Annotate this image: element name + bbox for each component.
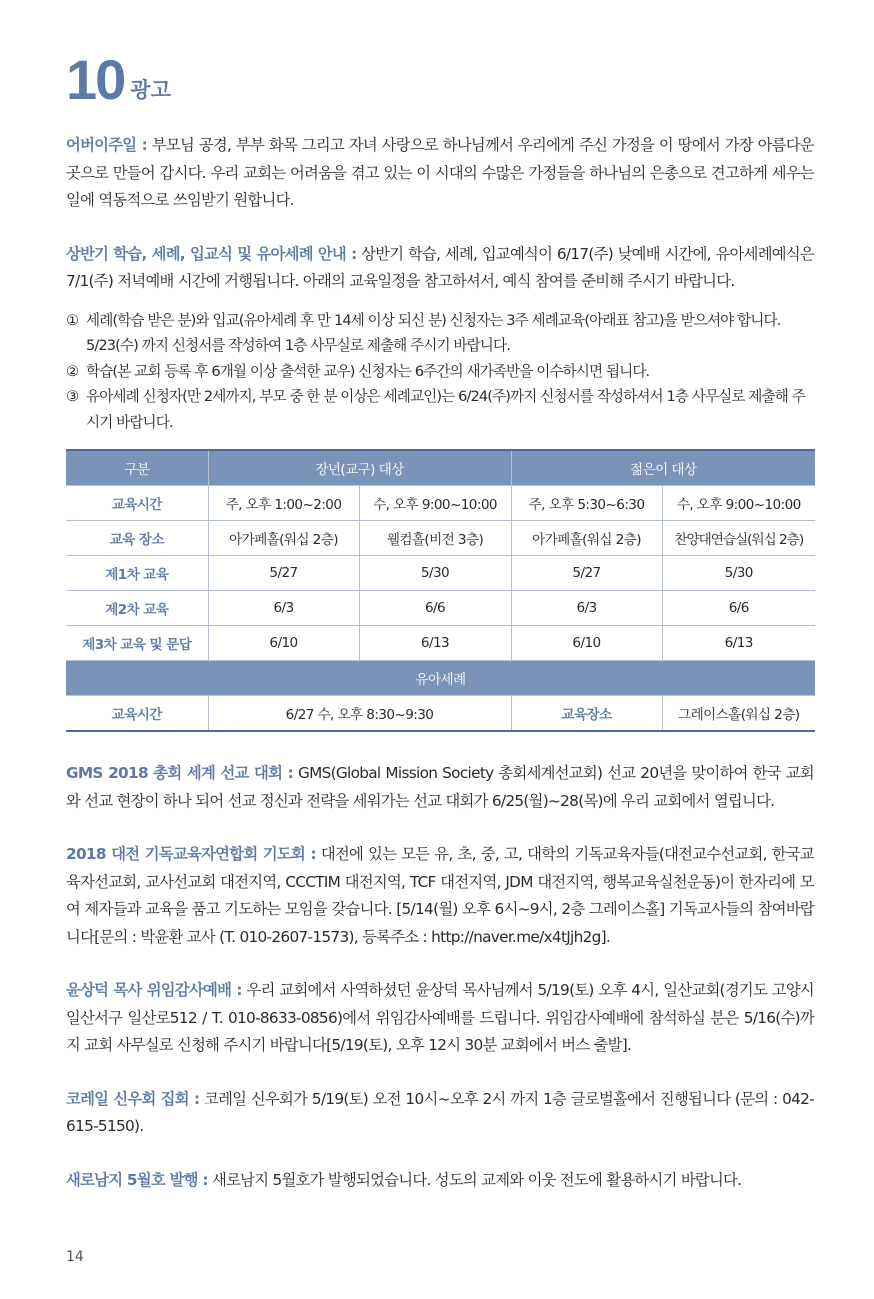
ad-installation-service: [66, 977, 814, 1060]
ad-body: 새로남지 5월호가 발행되었습니다. 성도의 교제와 이웃 전도에 활용하시기 바랍니다.: [207, 1170, 742, 1189]
note-item: [66, 384, 814, 435]
table-cell: 6/10: [511, 626, 662, 661]
header-category: 구분: [66, 450, 208, 486]
row-label: 제1차 교육: [66, 556, 208, 591]
ad-body: 우리 교회에서 사역하셨던 윤상덕 목사님께서 5/19(토) 오후 4시, 일산교회(경기도 고양시 일산서구 일산로512 / T. 010-8633-0856)에서 위임감사예배를 드립니다. 위임감사예배에 참석하실 분은 5/16(수)까지 교회 사무실로 신청해 주시기 바랍니다[5/19(토), 오후 12시 30분 교회에서 버스 출발].: [66, 981, 814, 1054]
table-cell: 6/13: [359, 626, 511, 661]
ad-title: 어버이주일 :: [66, 136, 148, 154]
baptism-notes: [66, 308, 814, 436]
ad-body: 부모님 공경, 부부 화목 그리고 자녀 사랑으로 하나님께서 우리에게 주신 가정을 이 땅에서 가장 아름다운 곳으로 만들어 갑시다. 우리 교회는 어려움을 겪고 있는 이 시대의 수많은 가정들을 하나님의 은총으로 견고하게 세우는 일에 역동적으로 쓰임받기 원합니다.: [66, 136, 814, 209]
page-number: 14: [66, 1249, 84, 1265]
header-youth: 젊은이 대상: [511, 450, 815, 486]
section-header: [66, 48, 171, 111]
note-text: 세례(학습 받은 분)와 입교(유아세례 후 만 14세 이상 되신 분) 신청자는 3주 세례교육(아래표 참고)을 받으셔야 합니다. 5/23(수) 까지 신청서를 작성하여 1층 사무실로 제출해 주시기 바랍니다.: [86, 311, 781, 354]
table-row: [66, 556, 815, 591]
table-header-row: [66, 450, 815, 486]
table-cell: 수, 오후 9:00~10:00: [359, 486, 511, 521]
table-cell: 수, 오후 9:00~10:00: [662, 486, 815, 521]
ad-body: 대전에 있는 모든 유, 초, 중, 고, 대학의 기독교육자들(대전교수선교회, 한국교육자선교회, 교사선교회 대전지역, CCCTIM 대전지역, TCF 대전지역, JDM 대전지역, 행복교육실천운동)이 한자리에 모여 제자들과 교육을 품고 기도하는 모임을 갖습니다. [5/14(월) 오후 6시~9시, 2층 그레이스홀] 기독교사들의 참여바랍니다[문의 : 박윤환 교사 (T. 010-2607-1573), 등록주소 : http://naver.me/x4tJjh2g].: [66, 845, 814, 946]
row-label: 제3차 교육 및 문답: [66, 626, 208, 661]
infant-place-value: 그레이스홀(워십 2층): [662, 696, 815, 732]
table-cell: 아가페홀(워십 2층): [511, 521, 662, 556]
ad-body: 코레일 신우회가 5/19(토) 오전 10시~오후 2시 까지 1층 글로벌홀에서 진행됩니다 (문의 : 042-615-5150).: [66, 1089, 814, 1135]
table-cell: 6/3: [511, 591, 662, 626]
content: [66, 132, 814, 1194]
infant-header-row: [66, 661, 815, 696]
ad-title: 2018 대전 기독교육자연합회 기도회 :: [66, 845, 316, 863]
ad-baptism: [66, 241, 814, 296]
note-text: 유아세례 신청자(만 2세까지, 부모 중 한 분 이상은 세례교인)는 6/24(주)까지 신청서를 작성하셔서 1층 사무실로 제출해 주시기 바랍니다.: [86, 388, 805, 431]
note-item: [66, 308, 814, 359]
row-label: 교육 장소: [66, 521, 208, 556]
ad-parents-day: [66, 132, 814, 215]
table-cell: 5/27: [511, 556, 662, 591]
ad-title: 상반기 학습, 세례, 입교식 및 유아세례 안내 :: [66, 244, 357, 263]
table-cell: 주, 오후 5:30~6:30: [511, 486, 662, 521]
section-title: 광고: [130, 78, 171, 102]
education-schedule-table: [66, 449, 815, 732]
ad-title: GMS 2018 총회 세계 선교 대회 :: [66, 764, 293, 782]
table-cell: 6/10: [208, 626, 359, 661]
table-row: [66, 591, 815, 626]
table-cell: 5/27: [208, 556, 359, 591]
note-mark: ②: [66, 362, 79, 380]
ad-body: 상반기 학습, 세례, 입교예식이 6/17(주) 낮예배 시간에, 유아세례예식은 7/1(주) 저녁예배 시간에 거행됩니다. 아래의 교육일정을 참고하셔서, 예식 참여를 준비해 주시기 바랍니다.: [66, 244, 814, 290]
table-cell: 6/3: [208, 591, 359, 626]
ad-title: 새로남지 5월호 발행 :: [66, 1170, 208, 1189]
ad-magazine: [66, 1167, 814, 1195]
note-mark: ③: [66, 388, 79, 405]
ad-title: 코레일 신우회 집회 :: [66, 1089, 200, 1108]
note-mark: ①: [66, 311, 79, 329]
table-cell: 5/30: [359, 556, 511, 591]
infant-row: [66, 696, 815, 732]
table-cell: 5/30: [662, 556, 815, 591]
table-cell: 웰컴홀(비전 3층): [359, 521, 511, 556]
infant-time-label: 교육시간: [66, 696, 208, 732]
ad-gms-mission: [66, 760, 814, 815]
ad-title: 윤상덕 목사 위임감사예배 :: [66, 981, 242, 999]
table-cell: 6/13: [662, 626, 815, 661]
table-cell: 6/6: [359, 591, 511, 626]
infant-baptism-header: 유아세례: [66, 661, 815, 696]
row-label: 제2차 교육: [66, 591, 208, 626]
table-cell: 주, 오후 1:00~2:00: [208, 486, 359, 521]
table-row: [66, 626, 815, 661]
table-row: [66, 521, 815, 556]
section-number: 10: [66, 48, 125, 111]
ad-body: GMS(Global Mission Society 총회세계선교회) 선교 20년을 맞이하여 한국 교회와 선교 현장이 하나 되어 선교 정신과 전략을 세워가는 선교 대회가 6/25(월)~28(목)에 우리 교회에서 열립니다.: [66, 764, 814, 810]
infant-place-label: 교육장소: [511, 696, 662, 732]
table-cell: 6/6: [662, 591, 815, 626]
note-text: 학습(본 교회 등록 후 6개월 이상 출석한 교우) 신청자는 6주간의 새가족반을 이수하시면 됩니다.: [86, 362, 650, 380]
note-item: [66, 359, 814, 385]
ad-korail-meeting: [66, 1086, 814, 1141]
table-cell: 찬양대연습실(워십 2층): [662, 521, 815, 556]
ad-educators-prayer: [66, 841, 814, 951]
infant-time-value: 6/27 수, 오후 8:30~9:30: [208, 696, 511, 732]
row-label: 교육시간: [66, 486, 208, 521]
table-row: [66, 486, 815, 521]
header-adults: 장년(교구) 대상: [208, 450, 511, 486]
table-cell: 아가페홀(워십 2층): [208, 521, 359, 556]
